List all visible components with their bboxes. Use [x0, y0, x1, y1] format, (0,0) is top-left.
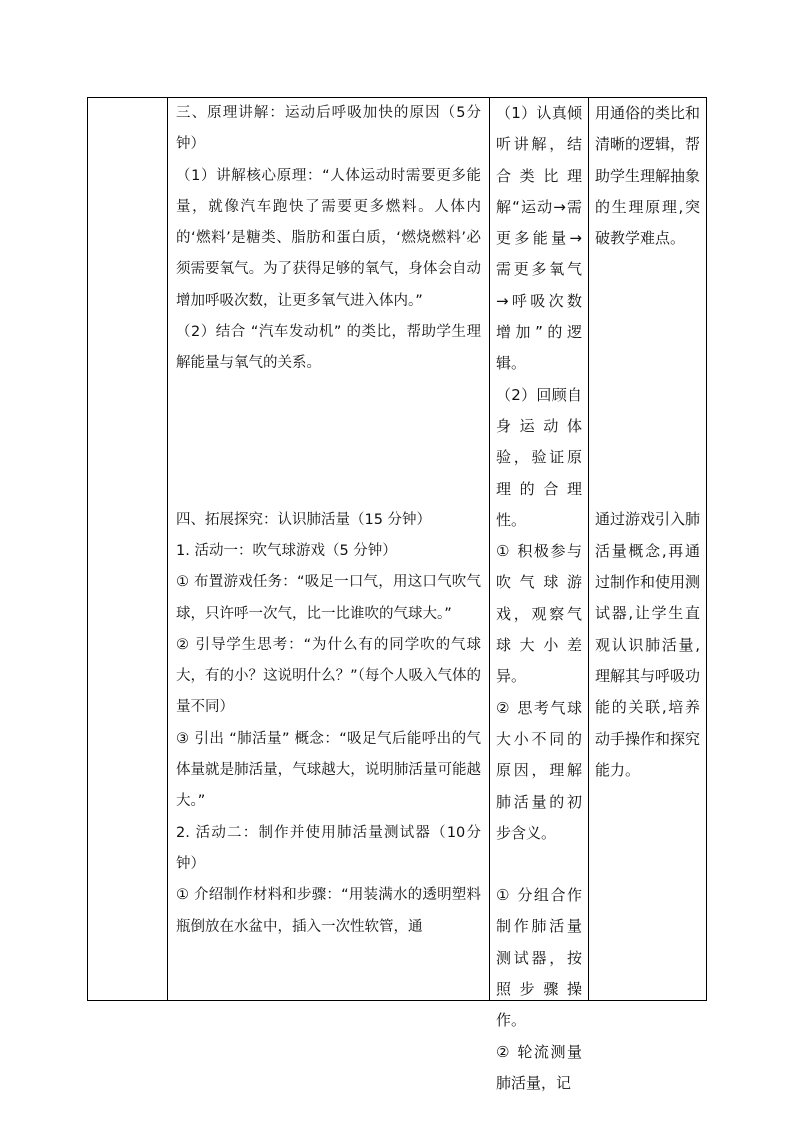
stage-column: [88, 98, 167, 1000]
student-activity-paragraph: （1）认真倾听讲解，结合类比理解“运动→需更多能量→需更多氧气→呼吸次数增加”的逻辑。: [496, 104, 582, 373]
process-paragraph: ① 布置游戏任务：“吸足一口气，用这口气吹气球，只许呼一次气，比一比谁吹的气球大。”: [176, 574, 481, 622]
activity-heading: 1. 活动一：吹气球游戏（5 分钟）: [176, 542, 397, 559]
process-paragraph: ② 引导学生思考：“为什么有的同学吹的气球大，有的小？这说明什么？”（每个人吸入气体的量不同）: [176, 636, 481, 716]
design-intent-paragraph: 通过游戏引入肺活量概念,再通过制作和使用测试器,让学生直观认识肺活量,理解其与呼吸功能的关联,培养动手操作和探究能力。: [595, 510, 701, 779]
lesson-plan-table: [87, 97, 707, 1092]
design-intent-paragraph: 用通俗的类比和清晰的逻辑，帮助学生理解抽象的生理原理,突破教学难点。: [595, 104, 701, 248]
design-intent-column: [589, 98, 706, 1000]
process-paragraph: ③ 引出 “肺活量” 概念：“吸足气后能呼出的气体量就是肺活量，气球越大，说明肺活量可能越大。”: [176, 730, 481, 810]
activity-heading: 2. 活动二：制作并使用肺活量测试器（10分钟）: [176, 824, 481, 872]
student-activity-paragraph: ① 分组合作制作肺活量测试器，按照步骤操作。: [496, 886, 582, 1030]
section-heading-principle: 三、原理讲解：运动后呼吸加快的原因（5分钟）: [176, 105, 481, 153]
student-activity-paragraph: ② 轮流测量肺活量，记: [496, 1042, 582, 1092]
process-paragraph: （2）结合 “汽车发动机” 的类比，帮助学生理解能量与氧气的关系。: [176, 324, 481, 372]
process-paragraph: ① 介绍制作材料和步骤：“用装满水的透明塑料瓶倒放在水盆中，插入一次性软管，通: [176, 887, 481, 935]
section-heading-lung-capacity: 四、拓展探究：认识肺活量（15 分钟）: [176, 511, 432, 528]
student-activity-paragraph: ① 积极参与吹气球游戏，观察气球大小差异。: [496, 542, 582, 686]
student-activity-column: [490, 98, 588, 1092]
teaching-process-column: [168, 98, 489, 1000]
student-activity-paragraph: （2）回顾自身运动体验，验证原理的合理性。: [496, 385, 582, 529]
process-paragraph: （1）讲解核心原理：“人体运动时需要更多能量，就像汽车跑快了需要更多燃料。人体内的‘燃料’是糖类、脂肪和蛋白质，‘燃烧燃料’必须需要氧气。为了获得足够的氧气，身体会自动增加呼吸次数，让更多氧气进入体内。”: [176, 167, 481, 309]
student-activity-paragraph: ② 思考气球大小不同的原因，理解肺活量的初步含义。: [496, 698, 582, 842]
